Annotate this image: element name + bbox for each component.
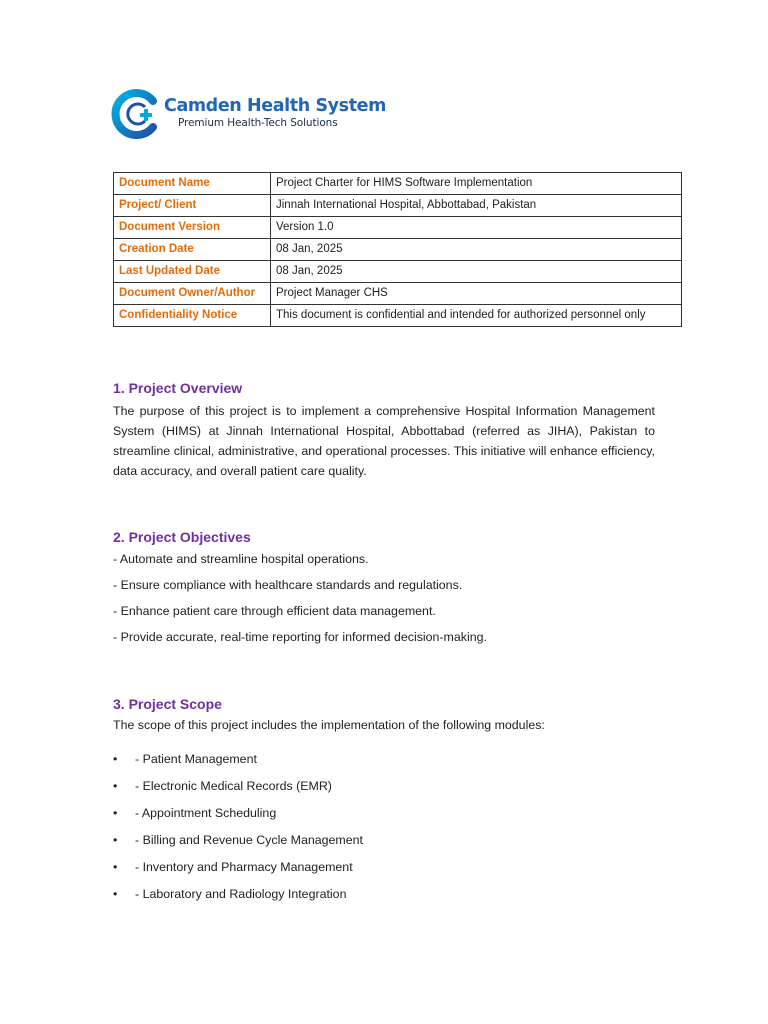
row-value: This document is confidential and intended for authorized personnel only [271,305,682,327]
bullet-icon: • [113,806,118,820]
row-label: Last Updated Date [114,261,271,283]
section-project-objectives [113,530,655,650]
row-value: Project Charter for HIMS Software Implementation [271,173,682,195]
table-row [114,239,682,261]
section-project-scope [113,697,655,907]
table-row [114,261,682,283]
objective-item: - Provide accurate, real-time reporting for informed decision-making. [113,630,487,644]
table-row [114,195,682,217]
row-value: Jinnah International Hospital, Abbottabad, Pakistan [271,195,682,217]
section-heading: 3. Project Scope [113,696,222,712]
row-label: Project/ Client [114,195,271,217]
row-label: Document Owner/Author [114,283,271,305]
row-value: Project Manager CHS [271,283,682,305]
bullet-icon: • [113,779,118,793]
section-project-overview [113,381,655,481]
list-item [113,861,353,873]
table-row [114,173,682,195]
list-item [113,753,257,765]
row-value: Version 1.0 [271,217,682,239]
overview-paragraph: The purpose of this project is to implement a comprehensive Hospital Information Management System (HIMS) at Jinnah International Hospital, Abbottabad (referred as JIHA), Pakistan to streamline clinical, administrative, and operational processes. This initiative will enhance efficiency, data accuracy, and overall patient care quality. [113,404,655,478]
section-heading: 1. Project Overview [113,380,243,396]
objective-item: - Enhance patient care through efficient data management. [113,604,436,618]
scope-module: - Appointment Scheduling [135,806,277,820]
brand-tagline: Premium Health-Tech Solutions [178,117,338,129]
row-label: Creation Date [114,239,271,261]
row-label: Document Version [114,217,271,239]
row-value: 08 Jan, 2025 [271,261,682,283]
camden-logo-icon [110,87,162,139]
scope-module: - Electronic Medical Records (EMR) [135,779,332,793]
bullet-icon: • [113,887,118,901]
scope-intro: The scope of this project includes the implementation of the following modules: [113,718,545,732]
list-item [113,780,332,792]
bullet-icon: • [113,833,118,847]
objective-item: - Automate and streamline hospital operations. [113,552,369,566]
document-info-table [113,172,682,327]
scope-module: - Inventory and Pharmacy Management [135,860,353,874]
bullet-icon: • [113,752,118,766]
row-value: 08 Jan, 2025 [271,239,682,261]
brand-name: Camden Health System [164,95,386,116]
table-row [114,305,682,327]
objective-item: - Ensure compliance with healthcare standards and regulations. [113,578,463,592]
section-heading: 2. Project Objectives [113,529,251,545]
scope-module: - Patient Management [135,752,257,766]
list-item [113,807,276,819]
scope-module: - Billing and Revenue Cycle Management [135,833,363,847]
list-item [113,834,363,846]
bullet-icon: • [113,860,118,874]
company-logo [110,87,386,139]
table-row [114,217,682,239]
list-item [113,888,346,900]
table-row [114,283,682,305]
row-label: Document Name [114,173,271,195]
scope-module: - Laboratory and Radiology Integration [135,887,347,901]
row-label: Confidentiality Notice [114,305,271,327]
